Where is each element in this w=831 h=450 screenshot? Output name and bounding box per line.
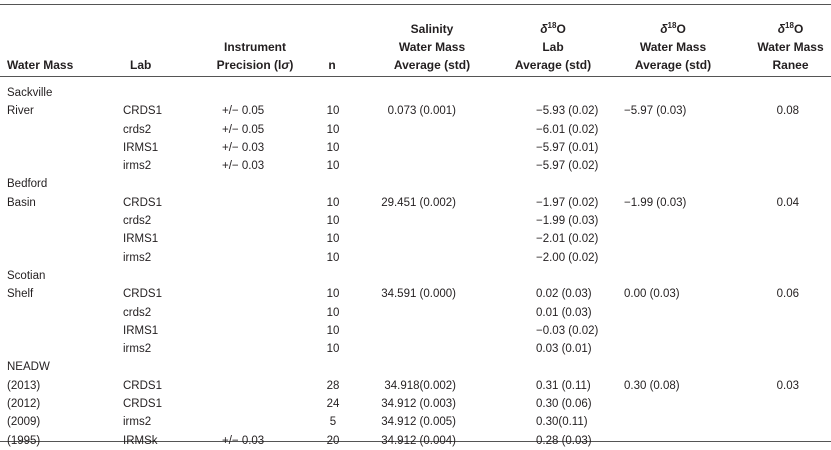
d18o-water-mass-avg-cell: [602, 413, 730, 431]
table-row: [0, 80, 831, 102]
instrument-precision-cell: [198, 212, 312, 230]
water-mass-cell: (2013): [7, 379, 41, 392]
d18o-water-mass-avg-cell: [602, 395, 730, 413]
d18o-range-cell: [730, 432, 831, 450]
lab-cell: CRDS1: [123, 379, 162, 392]
table-row: [0, 322, 831, 340]
lab-cell: [118, 80, 198, 102]
d18o-lab-avg-cell: [492, 267, 602, 285]
d18o-lab-avg-cell: 0.30(0.11): [536, 416, 588, 429]
d18o-lab-avg-cell: 0.28 (0.03): [536, 434, 592, 447]
lab-cell: CRDS1: [123, 105, 162, 118]
water-mass-cell: [0, 139, 118, 157]
d18o-water-mass-avg-cell: [602, 175, 730, 193]
lab-cell: IRMS1: [123, 233, 159, 246]
d18o-lab-avg-cell: 0.02 (0.03): [536, 288, 592, 301]
instrument-precision-cell: +/− 0.05: [222, 123, 265, 136]
d18o-lab-avg-cell: [492, 358, 602, 376]
d18o-water-mass-avg-cell: −1.99 (0.03): [624, 196, 687, 209]
n-cell: 10: [326, 251, 340, 264]
salinity-cell: 29.451 (0.002): [381, 196, 456, 209]
header-n: n: [328, 58, 336, 72]
n-cell: 10: [326, 141, 340, 154]
instrument-precision-cell: [198, 340, 312, 358]
d18o-water-mass-avg-cell: [602, 304, 730, 322]
lab-cell: CRDS1: [123, 196, 162, 209]
d18o-water-mass-avg-cell: [602, 340, 730, 358]
d18o-range-cell: [730, 121, 831, 139]
salinity-cell: [352, 249, 492, 267]
lab-cell: CRDS1: [123, 398, 162, 411]
water-mass-cell: NEADW: [7, 361, 50, 374]
d18o-range-cell: 0.04: [776, 196, 799, 209]
water-mass-cell: [0, 304, 118, 322]
lab-cell: irms2: [123, 251, 152, 264]
n-cell: 10: [326, 288, 340, 301]
d18o-range-cell: [730, 139, 831, 157]
d18o-range-cell: [730, 212, 831, 230]
water-mass-cell: (1995): [7, 434, 41, 447]
n-cell: 24: [326, 398, 340, 411]
water-mass-cell: (2012): [7, 398, 41, 411]
n-cell: [312, 80, 352, 102]
table-row: [0, 267, 831, 285]
d18o-range-cell: [730, 358, 831, 376]
d18o-water-mass-avg-cell: [602, 322, 730, 340]
water-mass-cell: [0, 121, 118, 139]
instrument-precision-cell: [198, 175, 312, 193]
salinity-cell: 34.918(0.002): [384, 379, 456, 392]
d18o-water-mass-avg-cell: [602, 80, 730, 102]
d18o-lab-avg-cell: −5.93 (0.02): [536, 105, 599, 118]
table-row: [0, 157, 831, 175]
table-row: [0, 212, 831, 230]
header-d18o-symbol: $\delta^{18}O$: [777, 21, 804, 36]
lab-cell: [118, 267, 198, 285]
table-row: [0, 194, 831, 212]
d18o-water-mass-avg-cell: [602, 157, 730, 175]
instrument-precision-cell: [198, 285, 312, 303]
d18o-lab-avg-cell: 0.01 (0.03): [536, 306, 592, 319]
d18o-range-cell: 0.06: [776, 288, 799, 301]
lab-cell: IRMS1: [123, 324, 159, 337]
instrument-precision-cell: [198, 377, 312, 395]
salinity-cell: [352, 267, 492, 285]
lab-cell: IRMS1: [123, 141, 159, 154]
d18o-lab-avg-cell: −2.00 (0.02): [536, 251, 599, 264]
header-d18o-lab: $\delta^{18}O$ Lab Average (std): [492, 0, 602, 80]
instrument-precision-cell: [198, 194, 312, 212]
d18o-range-cell: 0.03: [776, 379, 799, 392]
salinity-cell: 0.073 (0.001): [387, 105, 456, 118]
table-row: [0, 358, 831, 376]
lab-cell: IRMSk: [123, 434, 158, 447]
water-mass-cell: (2009): [7, 416, 41, 429]
salinity-cell: [352, 157, 492, 175]
instrument-precision-cell: +/− 0.03: [222, 141, 265, 154]
n-cell: [312, 358, 352, 376]
salinity-cell: [352, 340, 492, 358]
n-cell: 10: [326, 324, 340, 337]
header-d18o-symbol: $\delta^{18}O$: [540, 21, 566, 36]
lab-cell: [118, 358, 198, 376]
salinity-cell: [352, 212, 492, 230]
lab-cell: crds2: [123, 215, 152, 228]
d18o-lab-avg-cell: 0.30 (0.06): [536, 398, 592, 411]
water-mass-cell: [0, 322, 118, 340]
d18o-lab-avg-cell: −6.01 (0.02): [536, 123, 599, 136]
header-instrument-precision: Instrument Precision (lσ): [198, 0, 312, 80]
water-mass-cell: River: [7, 105, 34, 118]
d18o-range-cell: [730, 340, 831, 358]
d18o-lab-avg-cell: −5.97 (0.01): [536, 141, 599, 154]
water-mass-cell: Bedford: [7, 178, 48, 191]
salinity-cell: 34.912 (0.005): [381, 416, 456, 429]
d18o-water-mass-avg-cell: [602, 358, 730, 376]
instrument-precision-cell: [198, 267, 312, 285]
d18o-lab-avg-cell: 0.03 (0.01): [536, 343, 592, 356]
n-cell: 10: [326, 233, 340, 246]
d18o-lab-avg-cell: −5.97 (0.02): [536, 160, 599, 173]
header-d18o-range: $\delta^{18}O$ Water Mass Ranee: [730, 0, 831, 80]
n-cell: 28: [326, 379, 340, 392]
table-row: [0, 432, 831, 450]
table-row: [0, 121, 831, 139]
d18o-water-mass-avg-cell: [602, 249, 730, 267]
d18o-range-cell: [730, 249, 831, 267]
table-body: [0, 80, 831, 450]
instrument-precision-cell: +/− 0.03: [222, 160, 265, 173]
n-cell: 20: [326, 434, 340, 447]
d18o-range-cell: 0.08: [776, 105, 799, 118]
d18o-range-cell: [730, 267, 831, 285]
lab-cell: [118, 175, 198, 193]
d18o-water-mass-avg-cell: [602, 230, 730, 248]
salinity-cell: [352, 175, 492, 193]
header-d18o-water-mass-avg: $\delta^{18}O$ Water Mass Average (std): [602, 0, 730, 80]
d18o-range-cell: [730, 80, 831, 102]
salinity-cell: [352, 358, 492, 376]
table-row: [0, 413, 831, 431]
salinity-cell: 34.591 (0.000): [381, 288, 456, 301]
instrument-precision-cell: [198, 230, 312, 248]
d18o-lab-avg-cell: −1.97 (0.02): [536, 196, 599, 209]
d18o-water-mass-avg-cell: [602, 267, 730, 285]
n-cell: 10: [326, 343, 340, 356]
table-row: [0, 249, 831, 267]
n-cell: 10: [326, 306, 340, 319]
d18o-water-mass-avg-cell: 0.30 (0.08): [624, 379, 680, 392]
salinity-cell: [352, 230, 492, 248]
table-row: [0, 175, 831, 193]
table-row: [0, 139, 831, 157]
water-mass-cell: [0, 340, 118, 358]
table-row: [0, 102, 831, 120]
instrument-precision-cell: [198, 413, 312, 431]
n-cell: 10: [326, 160, 340, 173]
salinity-cell: 34.912 (0.003): [381, 398, 456, 411]
n-cell: 10: [326, 123, 340, 136]
n-cell: [312, 175, 352, 193]
header-water-mass: Water Mass: [7, 58, 74, 72]
lab-cell: irms2: [123, 160, 152, 173]
salinity-cell: [352, 139, 492, 157]
d18o-lab-avg-cell: −2.01 (0.02): [536, 233, 599, 246]
instrument-precision-cell: +/− 0.03: [222, 434, 265, 447]
lab-cell: crds2: [123, 123, 152, 136]
table-row: [0, 304, 831, 322]
instrument-precision-cell: [198, 358, 312, 376]
d18o-range-cell: [730, 175, 831, 193]
instrument-precision-cell: [198, 304, 312, 322]
lab-cell: crds2: [123, 306, 152, 319]
n-cell: 5: [329, 416, 337, 429]
d18o-range-cell: [730, 322, 831, 340]
header-salinity: Salinity Water Mass Average (std): [393, 22, 471, 72]
d18o-water-mass-avg-cell: [602, 212, 730, 230]
d18o-lab-avg-cell: −0.03 (0.02): [536, 324, 599, 337]
d18o-range-cell: [730, 413, 831, 431]
table-row: [0, 285, 831, 303]
d18o-lab-avg-cell: −1.99 (0.03): [536, 215, 599, 228]
header-instrument-precision-line2: Precision (lσ): [216, 58, 294, 72]
n-cell: 10: [326, 215, 340, 228]
lab-cell: CRDS1: [123, 288, 162, 301]
d18o-water-mass-avg-cell: [602, 139, 730, 157]
salinity-cell: [352, 80, 492, 102]
d18o-water-mass-avg-cell: 0.00 (0.03): [624, 288, 680, 301]
instrument-precision-cell: +/− 0.05: [222, 105, 265, 118]
water-mass-cell: Sackville: [7, 87, 53, 99]
d18o-lab-avg-cell: 0.31 (0.11): [536, 379, 591, 392]
d18o-water-mass-avg-cell: [602, 121, 730, 139]
d18o-range-cell: [730, 157, 831, 175]
water-mass-cell: Shelf: [7, 288, 34, 301]
table-row: [0, 230, 831, 248]
water-mass-cell: [0, 212, 118, 230]
d18o-range-cell: [730, 230, 831, 248]
d18o-water-mass-avg-cell: −5.97 (0.03): [624, 105, 687, 118]
instrument-precision-cell: [198, 322, 312, 340]
n-cell: [312, 267, 352, 285]
table-row: [0, 340, 831, 358]
water-mass-cell: [0, 230, 118, 248]
d18o-lab-avg-cell: [492, 175, 602, 193]
d18o-lab-avg-cell: [492, 80, 602, 102]
header-row: [0, 0, 831, 80]
n-cell: 10: [326, 105, 340, 118]
d18o-range-cell: [730, 395, 831, 413]
salinity-cell: [352, 304, 492, 322]
n-cell: 10: [326, 196, 340, 209]
header-lab: Lab: [130, 58, 152, 72]
water-mass-cell: [0, 157, 118, 175]
instrument-precision-cell: [198, 395, 312, 413]
water-mass-cell: Scotian: [7, 269, 46, 282]
lab-cell: irms2: [123, 343, 152, 356]
water-mass-cell: Basin: [7, 196, 36, 209]
salinity-cell: [352, 322, 492, 340]
d18o-range-cell: [730, 304, 831, 322]
table-row: [0, 395, 831, 413]
d18o-water-mass-avg-cell: [602, 432, 730, 450]
instrument-precision-cell: [198, 249, 312, 267]
salinity-cell: [352, 121, 492, 139]
instrument-precision-cell: [198, 80, 312, 102]
table-row: [0, 377, 831, 395]
header-d18o-symbol: $\delta^{18}O$: [660, 21, 686, 36]
salinity-cell: 34.912 (0.004): [381, 434, 456, 447]
lab-cell: irms2: [123, 416, 152, 429]
water-mass-cell: [0, 249, 118, 267]
